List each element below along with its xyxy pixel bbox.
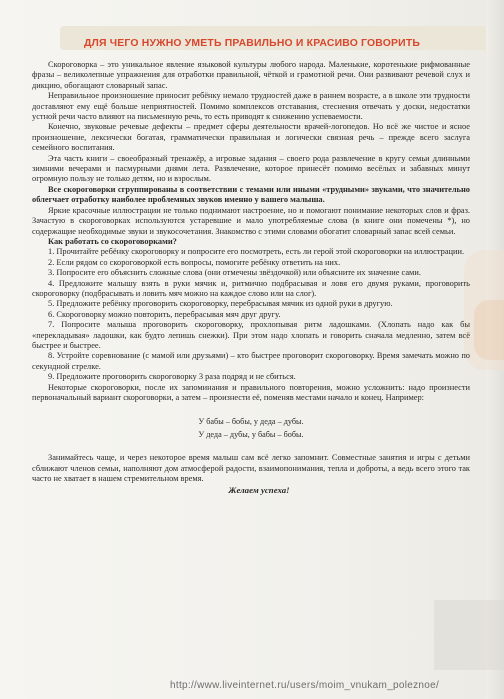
page-title: ДЛЯ ЧЕГО НУЖНО УМЕТЬ ПРАВИЛЬНО И КРАСИВО ГОВОРИТЬ — [83, 38, 421, 49]
paragraph: Конечно, звуковые речевые дефекты – предмет сферы деятельности врачей-логопедов. Но всё же чистое и ясное произношение, лексически богатая, грамматически правильная и логически связная речь – прежде всего заслуга семейного воспитания. — [32, 122, 470, 153]
step-item: 8. Устройте соревнование (с мамой или друзьями) – кто быстрее проговорит скороговорку. Время замечать можно по секундной стрелке. — [32, 351, 470, 371]
step-item: 7. Попросите малыша проговорить скороговорку, прохлопывая ритм ладошками. (Хлопать надо как бы «перекладывая» ладошки, как будто лепишь снежки). При этом надо хлопать и говорить сначала медленно, затем всё быстрее и быстрее. — [32, 320, 470, 350]
closing-wish: Желаем успеха! — [228, 484, 290, 495]
poem-line: У бабы – бобы, у деда – дубы. — [198, 417, 304, 427]
step-item: 2. Если рядом со скороговоркой есть вопросы, помогите ребёнку ответить на них. — [48, 257, 341, 267]
paragraph: Яркие красочные иллюстрации не только поднимают настроение, но и помогают понимание некоторых слов и фраз. Зачастую в скороговорках используются устаревшие и мало употребляемые слова (в книге они помечены *), но содержащие необходимые звуки и звукосочетания. Знакомство с этими словами обогатит словарный запас всей семьи. — [32, 205, 470, 236]
step-item: 1. Прочитайте ребёнку скороговорку и попросите его посмотреть, есть ли герой этой скороговорки на иллюстрации. — [48, 247, 465, 257]
paragraph: Скороговорка – это уникальное явление языковой культуры любого народа. Маленькие, коротенькие рифмованные фразы – великолепные упражнения для отработки правильной, чёткой и грамотной речи. Они развивают речевой слух и дикцию, обогащают словарный запас. — [32, 60, 470, 90]
paragraph-bold: Все скороговорки сгруппированы в соответствии с темами или иными «трудными» звуками, что значительно облегчает отработку наиболее проблемных звуков именно у вашего малыша. — [32, 184, 470, 205]
paragraph: Занимайтесь чаще, и через некоторое время малыш сам всё легко запомнит. Совместные занятия и игры с детьми сближают членов семьи, наполняют дом атмосферой радости, взаимопонимания, тепла и доброты, а ведь всего этого так часто не хватает в нашем стремительном время. — [32, 453, 470, 484]
paragraph: Эта часть книги – своеобразный тренажёр, а игровые задания – своего рода развлечение в кругу семьи длинными зимними вечерами и пасмурными днями лета. Развлечение, которое принесёт помимо весёлых и забавных минут огромную пользу не только детям, но и взрослым. — [32, 153, 470, 184]
step-item: 3. Попросите его объяснить сложные слова (они отмечены звёздочкой) или объясните их значение сами. — [48, 268, 421, 278]
poem-line: У деда – дубы, у бабы – бобы. — [198, 430, 304, 440]
footer-url: http://www.liveinternet.ru/users/moim_vnukam_poleznoe/ — [170, 680, 440, 691]
step-item: 6. Скороговорку можно повторить, перебрасывая мяч друг другу. — [48, 309, 281, 319]
paragraph: Неправильное произношение приносит ребёнку немало трудностей даже в раннем возрасте, а в школе эти трудности доставляют ему ещё больше неприятностей. Помимо комплексов отставания, стеснения отвечать у доски, недостатки устной речи часто влияют на письменную речь, то есть приводят к снижению успеваемости. — [32, 91, 470, 122]
section-heading: Как работать со скороговорками? — [48, 236, 177, 246]
step-item: 9. Предложите проговорить скороговорку 3 раза подряд и не сбиться. — [48, 372, 296, 382]
step-item: 4. Предложите малышу взять в руки мячик и, ритмично подбрасывая и ловя его двумя руками, проговорить скороговорку (подбрасывать и ловить мяч можно на каждое слово или на слог). — [32, 278, 470, 298]
step-item: 5. Предложите ребёнку проговорить скороговорку, перебрасывая мячик из одной руки в другую. — [48, 299, 393, 309]
article-body — [32, 60, 470, 495]
edge-decoration — [434, 600, 504, 670]
example-poem — [32, 415, 470, 441]
paragraph: Некоторые скороговорки, после их запоминания и правильного повторения, можно усложнить: надо произнести первоначальный вариант скороговорки, а затем – произнести её, поменяв местами начало и конец. Например: — [32, 382, 470, 402]
edge-decoration — [474, 300, 504, 360]
